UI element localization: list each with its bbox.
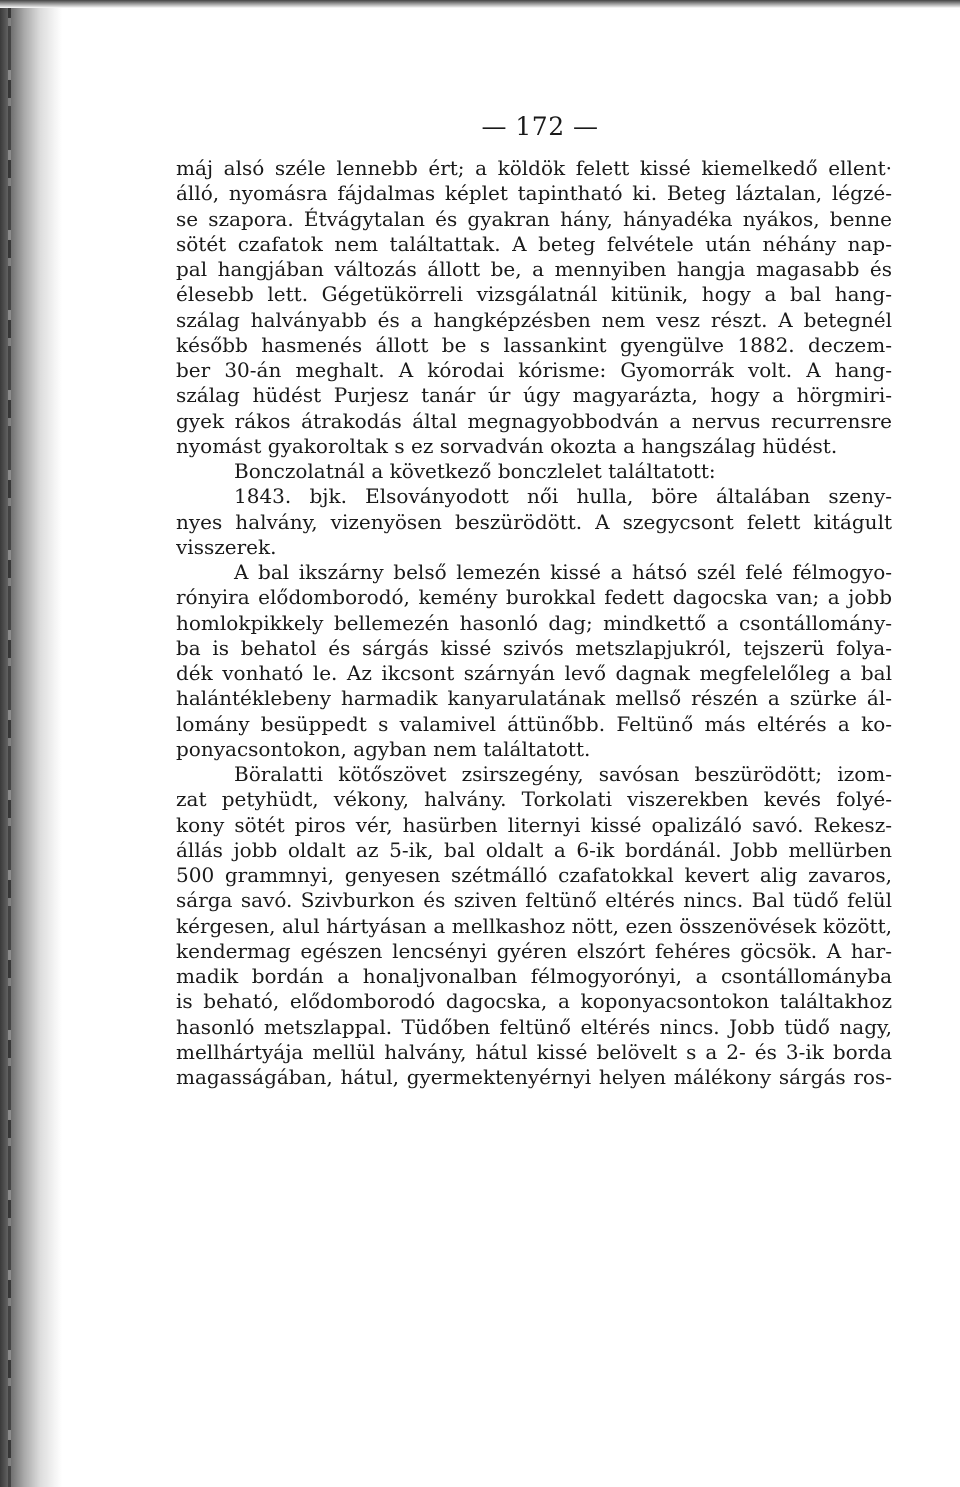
text-line: homlokpikkely bellemezén hasonló dag; mindkettő a csontállomány- — [176, 610, 892, 635]
text-line: élesebb lett. Gégetükörreli vizsgálatnál kitünik, hogy a bal hang- — [176, 282, 892, 307]
body-text — [176, 156, 892, 1090]
text-line: kendermag egészen lencsényi gyéren elszórt fehéres göcsök. A har- — [176, 938, 892, 963]
text-line: rónyira elődomborodó, kemény burokkal fedett dagocska van; a jobb — [176, 585, 892, 610]
text-line: pal hangjában változás állott be, a mennyiben hangja magasabb és — [176, 257, 892, 281]
text-line: visszerek. — [176, 534, 277, 559]
text-line: zat petyhüdt, vékony, halvány. Torkolati viszerekben kevés folyé- — [176, 787, 892, 812]
page-top-edge — [0, 0, 960, 8]
text-line: A bal ikszárny belső lemezén kissé a hátsó szél felé félmogyo- — [234, 560, 892, 584]
text-line: Böralatti kötőszövet zsirszegény, savósan beszürödött; izom- — [234, 762, 892, 786]
text-line: lomány besüppedt s valamivel áttünőbb. Feltünő más eltérés a ko- — [176, 711, 892, 736]
text-line: magasságában, hátul, gyermektenyérnyi helyen málékony sárgás ros- — [176, 1065, 892, 1089]
text-line: állás jobb oldalt az 5-ik, bal oldalt a 6-ik bordánál. Jobb mellürben — [176, 837, 892, 862]
text-line: se szapora. Étvágytalan és gyakran hány, hányadéka nyákos, benne — [176, 206, 892, 231]
text-line: hasonló metszlappal. Tüdőben feltünő eltérés nincs. Jobb tüdő nagy, — [176, 1014, 892, 1039]
text-line: nyomást gyakoroltak s ez sorvadván okozta a hangszálag hüdést. — [176, 433, 838, 458]
text-line: halántéklebeny harmadik kanyarulatának mellső részén a szürke ál- — [176, 686, 892, 711]
text-line: mellhártyája mellül halvány, hátul kissé belövelt s a 2- és 3-ik borda — [176, 1039, 892, 1064]
text-line: később hasmenés állott be s lassankint gyengülve 1882. deczem- — [176, 332, 892, 357]
text-line: 500 grammnyi, genyesen szétmálló czafatokkal kevert alig zavaros, — [176, 863, 892, 887]
text-line: ponyacsontokon, agyban nem találtatott. — [176, 736, 591, 761]
text-line: szálag hüdést Purjesz tanár úr úgy magyarázta, hogy a hörgmiri- — [176, 383, 892, 408]
page-number: — 172 — — [481, 112, 599, 141]
text-line: is beható, elődomborodó dagocska, a koponyacsontokon találtakhoz — [176, 989, 892, 1014]
text-line: kérgesen, alul hártyásan a mellkashoz nött, ezen összenövések között, — [176, 913, 892, 938]
text-line: nyes halvány, vizenyösen beszürödött. A szegycsont felett kitágult — [176, 509, 892, 534]
book-binding-edge — [0, 0, 62, 1487]
text-line: kony sötét piros vér, hasürben liternyi kissé opalizáló savó. Rekesz- — [176, 812, 892, 837]
text-line: álló, nyomásra fájdalmas képlet tapintható ki. Beteg láztalan, légzé- — [176, 181, 892, 206]
text-line: madik bordán a honaljvonalban félmogyorónyi, a csontállományba — [176, 964, 892, 988]
text-line: sötét czafatok nem találtattak. A beteg felvétele után néhány nap- — [176, 231, 892, 256]
text-line: ba is behatol és sárgás kissé szivós metszlapjukról, tejszerü folya- — [176, 635, 892, 660]
text-line: dék vonható le. Az ikcsont szárnyán levő dagnak megfelelőleg a bal — [176, 661, 892, 685]
text-line: sárga savó. Szivburkon és sziven feltünő eltérés nincs. Bal tüdő felül — [176, 888, 892, 913]
text-line: gyek rákos átrakodás által megnagyobbodván a nervus recurrensre — [176, 408, 892, 433]
text-line: 1843. bjk. Elsoványodott női hulla, böre általában szeny- — [234, 484, 892, 509]
text-line: ber 30-án meghalt. A kórodai kórisme: Gyomorrák volt. A hang- — [176, 358, 892, 382]
text-line: máj alsó széle lennebb ért; a köldök felett kissé kiemelkedő ellent· — [176, 156, 892, 180]
text-line: szálag halványabb és a hangképzésben nem vesz részt. A betegnél — [176, 307, 892, 332]
text-line: Bonczolatnál a következő bonczlelet találtatott: — [234, 459, 716, 483]
